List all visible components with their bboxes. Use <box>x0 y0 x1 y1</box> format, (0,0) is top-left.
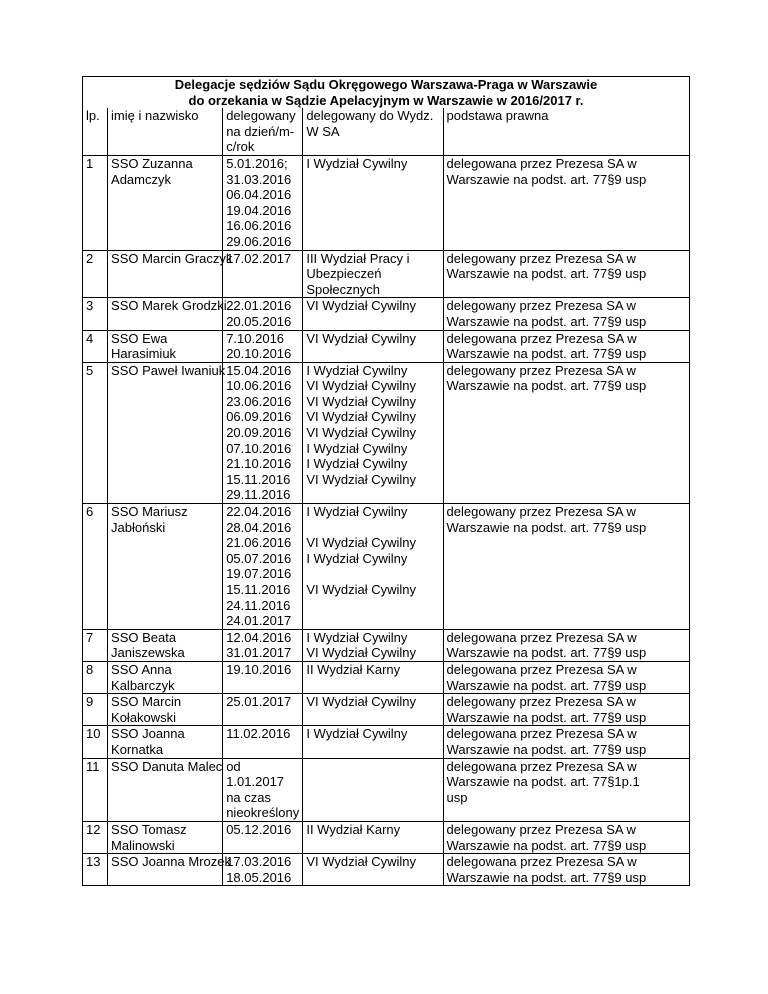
header-dept-line: delegowany do Wydz. <box>306 108 434 124</box>
row-dept-line: VI Wydział Cywilny <box>306 378 417 394</box>
table-row <box>83 250 690 298</box>
row-name <box>108 726 223 758</box>
row-date: 24.01.2017 <box>226 613 292 629</box>
table-row <box>83 362 690 503</box>
row-date: 29.11.2016 <box>226 487 291 503</box>
row-dates <box>223 330 303 362</box>
row-dept-line: I Wydział Cywilny <box>306 726 408 742</box>
row-dept-line: VI Wydział Cywilny <box>306 409 417 425</box>
row-basis <box>443 821 689 853</box>
row-date: 20.10.2016 <box>226 346 292 362</box>
table-row <box>83 330 690 362</box>
row-basis-line: delegowany przez Prezesa SA w <box>446 250 636 266</box>
row-name <box>108 694 223 726</box>
delegations-table <box>82 76 690 886</box>
table-row <box>83 854 690 886</box>
row-basis-line: Warszawie na podst. art. 77§9 usp <box>446 837 647 853</box>
row-lp <box>83 504 108 630</box>
row-basis-line: delegowana przez Prezesa SA w <box>446 726 637 742</box>
row-basis-line: delegowana przez Prezesa SA w <box>446 629 637 645</box>
table-row <box>83 694 690 726</box>
row-dept-line: VI Wydział Cywilny <box>306 582 417 597</box>
row-name-line: Kołakowski <box>111 709 177 725</box>
row-dates <box>223 661 303 693</box>
row-basis-line: Warszawie na podst. art. 77§9 usp <box>446 313 647 329</box>
row-basis <box>443 330 689 362</box>
row-dates <box>223 298 303 330</box>
row-dates <box>223 821 303 853</box>
row-dates <box>223 504 303 630</box>
row-dates <box>223 854 303 886</box>
row-lp-value: 11 <box>86 758 100 774</box>
row-name-line: SSO Danuta Malec <box>111 758 223 774</box>
row-dept <box>303 504 443 630</box>
row-basis-line: Warszawie na podst. art. 77§9 usp <box>446 869 647 885</box>
row-name-line: SSO Marcin <box>111 694 182 710</box>
row-dept <box>303 854 443 886</box>
header-dates-line: delegowany <box>226 108 296 124</box>
row-basis-line: delegowana przez Prezesa SA w <box>446 661 637 677</box>
row-dept-line: I Wydział Cywilny <box>306 440 408 456</box>
row-date: na czas <box>226 789 272 805</box>
row-date: 31.03.2016 <box>226 171 292 187</box>
row-date: 19.10.2016 <box>226 661 292 677</box>
row-date: 31.01.2017 <box>226 645 292 661</box>
row-lp <box>83 155 108 250</box>
row-lp <box>83 298 108 330</box>
row-basis <box>443 854 689 886</box>
row-name-line: SSO Joanna <box>111 726 185 742</box>
row-basis-line: delegowana przez Prezesa SA w <box>446 330 637 346</box>
row-basis <box>443 504 689 630</box>
row-date: 17.02.2017 <box>226 250 292 266</box>
row-lp-value: 13 <box>86 854 101 870</box>
row-dept-line: VI Wydział Cywilny <box>306 535 417 551</box>
row-dates <box>223 362 303 503</box>
row-dept-line: VI Wydział Cywilny <box>306 393 417 409</box>
row-dept-line: I Wydział Cywilny <box>306 629 408 645</box>
row-lp <box>83 330 108 362</box>
row-date: 19.04.2016 <box>226 202 292 218</box>
row-dept-line: VI Wydział Cywilny <box>306 298 417 314</box>
row-dept <box>303 250 443 298</box>
row-basis <box>443 155 689 250</box>
row-dept-line: I Wydział Cywilny <box>306 362 408 378</box>
row-date: 7.10.2016 <box>226 330 285 346</box>
header-basis <box>443 108 689 155</box>
row-date: 06.04.2016 <box>226 187 292 203</box>
row-date: 15.11.2016 <box>226 582 291 597</box>
row-dept-line: I Wydział Cywilny <box>306 456 408 472</box>
row-lp <box>83 250 108 298</box>
row-lp <box>83 629 108 661</box>
row-date: 22.04.2016 <box>226 504 292 520</box>
row-basis-line: Warszawie na podst. art. 77§1p.1 <box>446 774 640 790</box>
row-dept <box>303 362 443 503</box>
row-name-line: Janiszewska <box>111 645 185 661</box>
row-date: 05.12.2016 <box>226 821 292 837</box>
row-lp-value: 8 <box>86 661 94 677</box>
row-dept <box>303 726 443 758</box>
table-row <box>83 504 690 630</box>
row-lp <box>83 854 108 886</box>
table-row <box>83 726 690 758</box>
row-date: 23.06.2016 <box>226 393 292 409</box>
row-basis-line: delegowany przez Prezesa SA w <box>446 694 636 710</box>
row-dept-line: I Wydział Cywilny <box>306 504 408 520</box>
row-date: 15.04.2016 <box>226 362 292 378</box>
header-dates-line: na dzień/m- <box>226 123 295 139</box>
row-lp <box>83 726 108 758</box>
row-basis-line: delegowana przez Prezesa SA w <box>446 854 637 870</box>
row-lp-value: 10 <box>86 726 101 742</box>
row-basis <box>443 298 689 330</box>
row-name-line: Kornatka <box>111 741 164 757</box>
row-lp <box>83 694 108 726</box>
table-row <box>83 758 690 821</box>
row-name-line: Harasimiuk <box>111 346 177 362</box>
document-page <box>82 76 690 886</box>
row-date: 12.04.2016 <box>226 629 292 645</box>
table-row <box>83 298 690 330</box>
row-name <box>108 854 231 886</box>
row-dept-line: I Wydział Cywilny <box>306 550 408 566</box>
row-name <box>108 155 223 250</box>
row-lp <box>83 758 108 821</box>
row-lp-value: 12 <box>86 821 101 837</box>
row-name-line: Jabłoński <box>111 519 166 535</box>
row-date: 1.01.2017 <box>226 774 285 790</box>
header-dates <box>223 108 303 155</box>
header-name <box>108 108 223 155</box>
header-dates-line: c/rok <box>226 139 255 155</box>
row-name-line: SSO Marcin Graczyk <box>111 250 233 266</box>
row-lp-value: 7 <box>86 629 94 645</box>
row-name-line: Malinowski <box>111 837 175 853</box>
title-row <box>83 77 690 109</box>
row-date: 18.05.2016 <box>226 869 292 885</box>
header-lp <box>83 108 108 155</box>
row-basis <box>443 250 689 298</box>
row-name-line: SSO Zuzanna <box>111 155 193 171</box>
row-basis-line: Warszawie na podst. art. 77§9 usp <box>446 171 647 187</box>
row-name-line: SSO Tomasz <box>111 821 187 837</box>
row-basis-line: Warszawie na podst. art. 77§9 usp <box>446 709 647 725</box>
row-basis-line: Warszawie na podst. art. 77§9 usp <box>446 346 647 362</box>
row-basis-line: usp <box>446 789 468 805</box>
table-row <box>83 661 690 693</box>
row-lp-value: 1 <box>86 155 94 171</box>
row-date: od <box>226 758 241 774</box>
table-title <box>83 77 690 109</box>
row-lp <box>83 661 108 693</box>
row-lp-value: 3 <box>86 298 94 314</box>
row-basis <box>443 758 689 821</box>
row-lp-value: 6 <box>86 504 94 520</box>
row-date: 20.05.2016 <box>226 313 292 329</box>
row-basis-line: delegowana przez Prezesa SA w <box>446 155 637 171</box>
row-date: nieokreślony <box>226 805 300 821</box>
row-date: 21.06.2016 <box>226 535 292 551</box>
row-date: 24.11.2016 <box>226 597 291 613</box>
row-basis-line: delegowany przez Prezesa SA w <box>446 821 636 837</box>
row-date: 5.01.2016; <box>226 155 288 171</box>
row-lp-value: 5 <box>86 362 94 378</box>
row-name-line: SSO Joanna Mrozek <box>111 854 231 870</box>
title-line-1: Delegacje sędziów Sądu Okręgowego Warszawa-Praga w Warszawie <box>174 77 598 92</box>
row-dept <box>303 155 443 250</box>
row-dept <box>303 661 443 693</box>
row-dept <box>303 629 443 661</box>
header-lp-label: lp. <box>86 108 100 124</box>
row-date: 28.04.2016 <box>226 519 292 535</box>
row-name-line: SSO Paweł Iwaniuk <box>111 362 226 378</box>
title-line-2: do orzekania w Sądzie Apelacyjnym w Warszawie w 2016/2017 r. <box>188 92 584 108</box>
row-name-line: SSO Marek Grodzki <box>111 298 227 314</box>
row-dept-line: II Wydział Karny <box>306 821 401 837</box>
row-basis <box>443 629 689 661</box>
row-dept-line: Społecznych <box>306 281 381 297</box>
row-name <box>108 362 226 503</box>
row-name-line: SSO Anna <box>111 661 172 677</box>
row-basis-line: Warszawie na podst. art. 77§9 usp <box>446 677 647 693</box>
row-date: 17.03.2016 <box>226 854 292 870</box>
row-lp-value: 2 <box>86 250 94 266</box>
row-dept <box>303 330 443 362</box>
row-date: 25.01.2017 <box>226 694 292 710</box>
table-row <box>83 629 690 661</box>
row-date: 10.06.2016 <box>226 378 292 394</box>
row-basis-line: Warszawie na podst. art. 77§9 usp <box>446 519 647 535</box>
row-basis <box>443 694 689 726</box>
header-name-label: imię i nazwisko <box>111 108 199 124</box>
row-dates <box>223 629 303 661</box>
row-dept-line: VI Wydział Cywilny <box>306 425 417 441</box>
row-basis <box>443 726 689 758</box>
row-date: 22.01.2016 <box>226 298 292 314</box>
row-dates <box>223 726 303 758</box>
row-lp-value: 9 <box>86 694 94 710</box>
row-date: 06.09.2016 <box>226 409 292 425</box>
row-date: 20.09.2016 <box>226 425 292 441</box>
table-row <box>83 155 690 250</box>
header-basis-label: podstawa prawna <box>446 108 549 124</box>
row-basis-line: Warszawie na podst. art. 77§9 usp <box>446 645 647 661</box>
row-lp <box>83 362 108 503</box>
row-dept-line: II Wydział Karny <box>306 661 401 677</box>
header-dept <box>303 108 443 155</box>
row-date: 15.11.2016 <box>226 471 291 487</box>
row-date: 16.06.2016 <box>226 218 292 234</box>
row-name-line: SSO Beata <box>111 629 177 645</box>
row-date: 29.06.2016 <box>226 233 292 249</box>
row-date: 19.07.2016 <box>226 566 292 582</box>
row-dates <box>223 694 303 726</box>
row-dept-line: VI Wydział Cywilny <box>306 854 417 870</box>
row-dept-line <box>306 566 440 582</box>
row-basis <box>443 362 689 503</box>
row-name <box>108 504 223 630</box>
row-name-line: Kalbarczyk <box>111 677 175 693</box>
row-dept-line: VI Wydział Cywilny <box>306 330 417 346</box>
row-dept-line: VI Wydział Cywilny <box>306 645 417 661</box>
row-name-line: Adamczyk <box>111 171 171 187</box>
row-basis-line: Warszawie na podst. art. 77§9 usp <box>446 266 647 282</box>
row-dept <box>303 298 443 330</box>
row-basis-line: delegowana przez Prezesa SA w <box>446 758 637 774</box>
row-dates <box>223 155 303 250</box>
header-row <box>83 108 690 155</box>
row-dates <box>223 250 303 298</box>
row-name-line: SSO Mariusz <box>111 504 188 520</box>
row-name <box>108 250 233 298</box>
row-lp <box>83 821 108 853</box>
row-basis-line: delegowany przez Prezesa SA w <box>446 504 636 520</box>
row-dept <box>303 694 443 726</box>
row-name <box>108 629 223 661</box>
table-row <box>83 821 690 853</box>
row-basis <box>443 661 689 693</box>
row-dept-line: III Wydział Pracy i <box>306 250 410 266</box>
row-dept-line: I Wydział Cywilny <box>306 155 408 171</box>
row-dept-line: VI Wydział Cywilny <box>306 471 417 487</box>
row-name <box>108 758 223 821</box>
row-dept-line: VI Wydział Cywilny <box>306 694 417 710</box>
row-name <box>108 298 227 330</box>
row-name-line: SSO Ewa <box>111 330 168 346</box>
row-basis-line: delegowany przez Prezesa SA w <box>446 362 636 378</box>
header-dept-line: W SA <box>306 123 340 139</box>
row-basis-line: delegowany przez Prezesa SA w <box>446 298 636 314</box>
row-dept <box>303 758 443 821</box>
row-dept-line: Ubezpieczeń <box>306 266 382 282</box>
row-date: 11.02.2016 <box>226 726 291 742</box>
row-dept-line <box>306 520 440 536</box>
row-dept <box>303 821 443 853</box>
row-basis-line: Warszawie na podst. art. 77§9 usp <box>446 378 647 394</box>
row-date: 21.10.2016 <box>226 456 292 472</box>
row-lp-value: 4 <box>86 330 94 346</box>
row-name <box>108 330 223 362</box>
row-dates <box>223 758 303 821</box>
row-name <box>108 661 223 693</box>
row-date: 07.10.2016 <box>226 440 292 456</box>
row-date: 05.07.2016 <box>226 550 292 566</box>
row-basis-line: Warszawie na podst. art. 77§9 usp <box>446 741 647 757</box>
row-name <box>108 821 223 853</box>
